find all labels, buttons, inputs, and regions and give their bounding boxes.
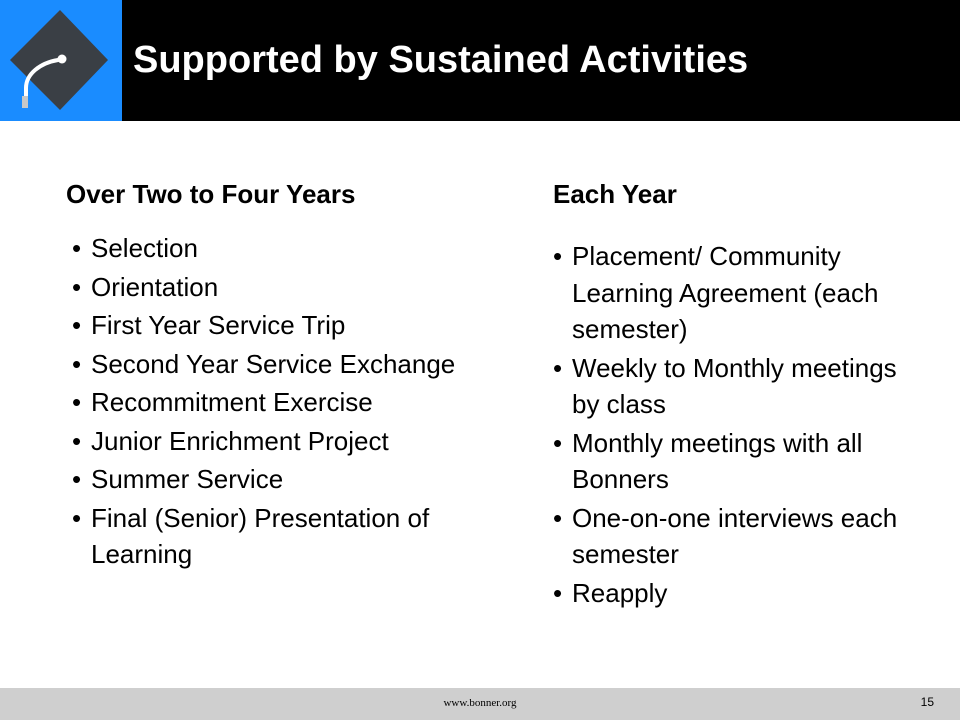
list-item: • Placement/ Community Learning Agreement (each semester)	[553, 238, 923, 348]
heading-over-two-to-four-years: Over Two to Four Years	[66, 179, 356, 209]
heading-each-year: Each Year	[553, 179, 677, 209]
footer-bar	[0, 688, 960, 720]
list-item: • First Year Service Trip	[72, 307, 512, 344]
list-item: • Reapply	[553, 575, 923, 612]
list-item: • Weekly to Monthly meetings by class	[553, 350, 923, 423]
list-item: • Junior Enrichment Project	[72, 423, 512, 460]
logo-tile	[0, 0, 122, 121]
list-item: • Final (Senior) Presentation of Learning	[72, 500, 512, 573]
list-item: • Second Year Service Exchange	[72, 346, 512, 383]
page-number: 15	[920, 695, 934, 709]
list-item: • Orientation	[72, 269, 512, 306]
list-item: • One-on-one interviews each semester	[553, 500, 923, 573]
left-activity-list	[72, 230, 512, 575]
slide-title: Supported by Sustained Activities	[133, 39, 749, 81]
footer-url: www.bonner.org	[443, 697, 517, 709]
right-activity-list	[553, 238, 923, 613]
graduation-cap-logo-icon	[0, 0, 122, 121]
list-item: • Recommitment Exercise	[72, 384, 512, 421]
list-item: • Selection	[72, 230, 512, 267]
header-bar	[0, 0, 960, 121]
list-item: • Summer Service	[72, 461, 512, 498]
list-item: • Monthly meetings with all Bonners	[553, 425, 923, 498]
